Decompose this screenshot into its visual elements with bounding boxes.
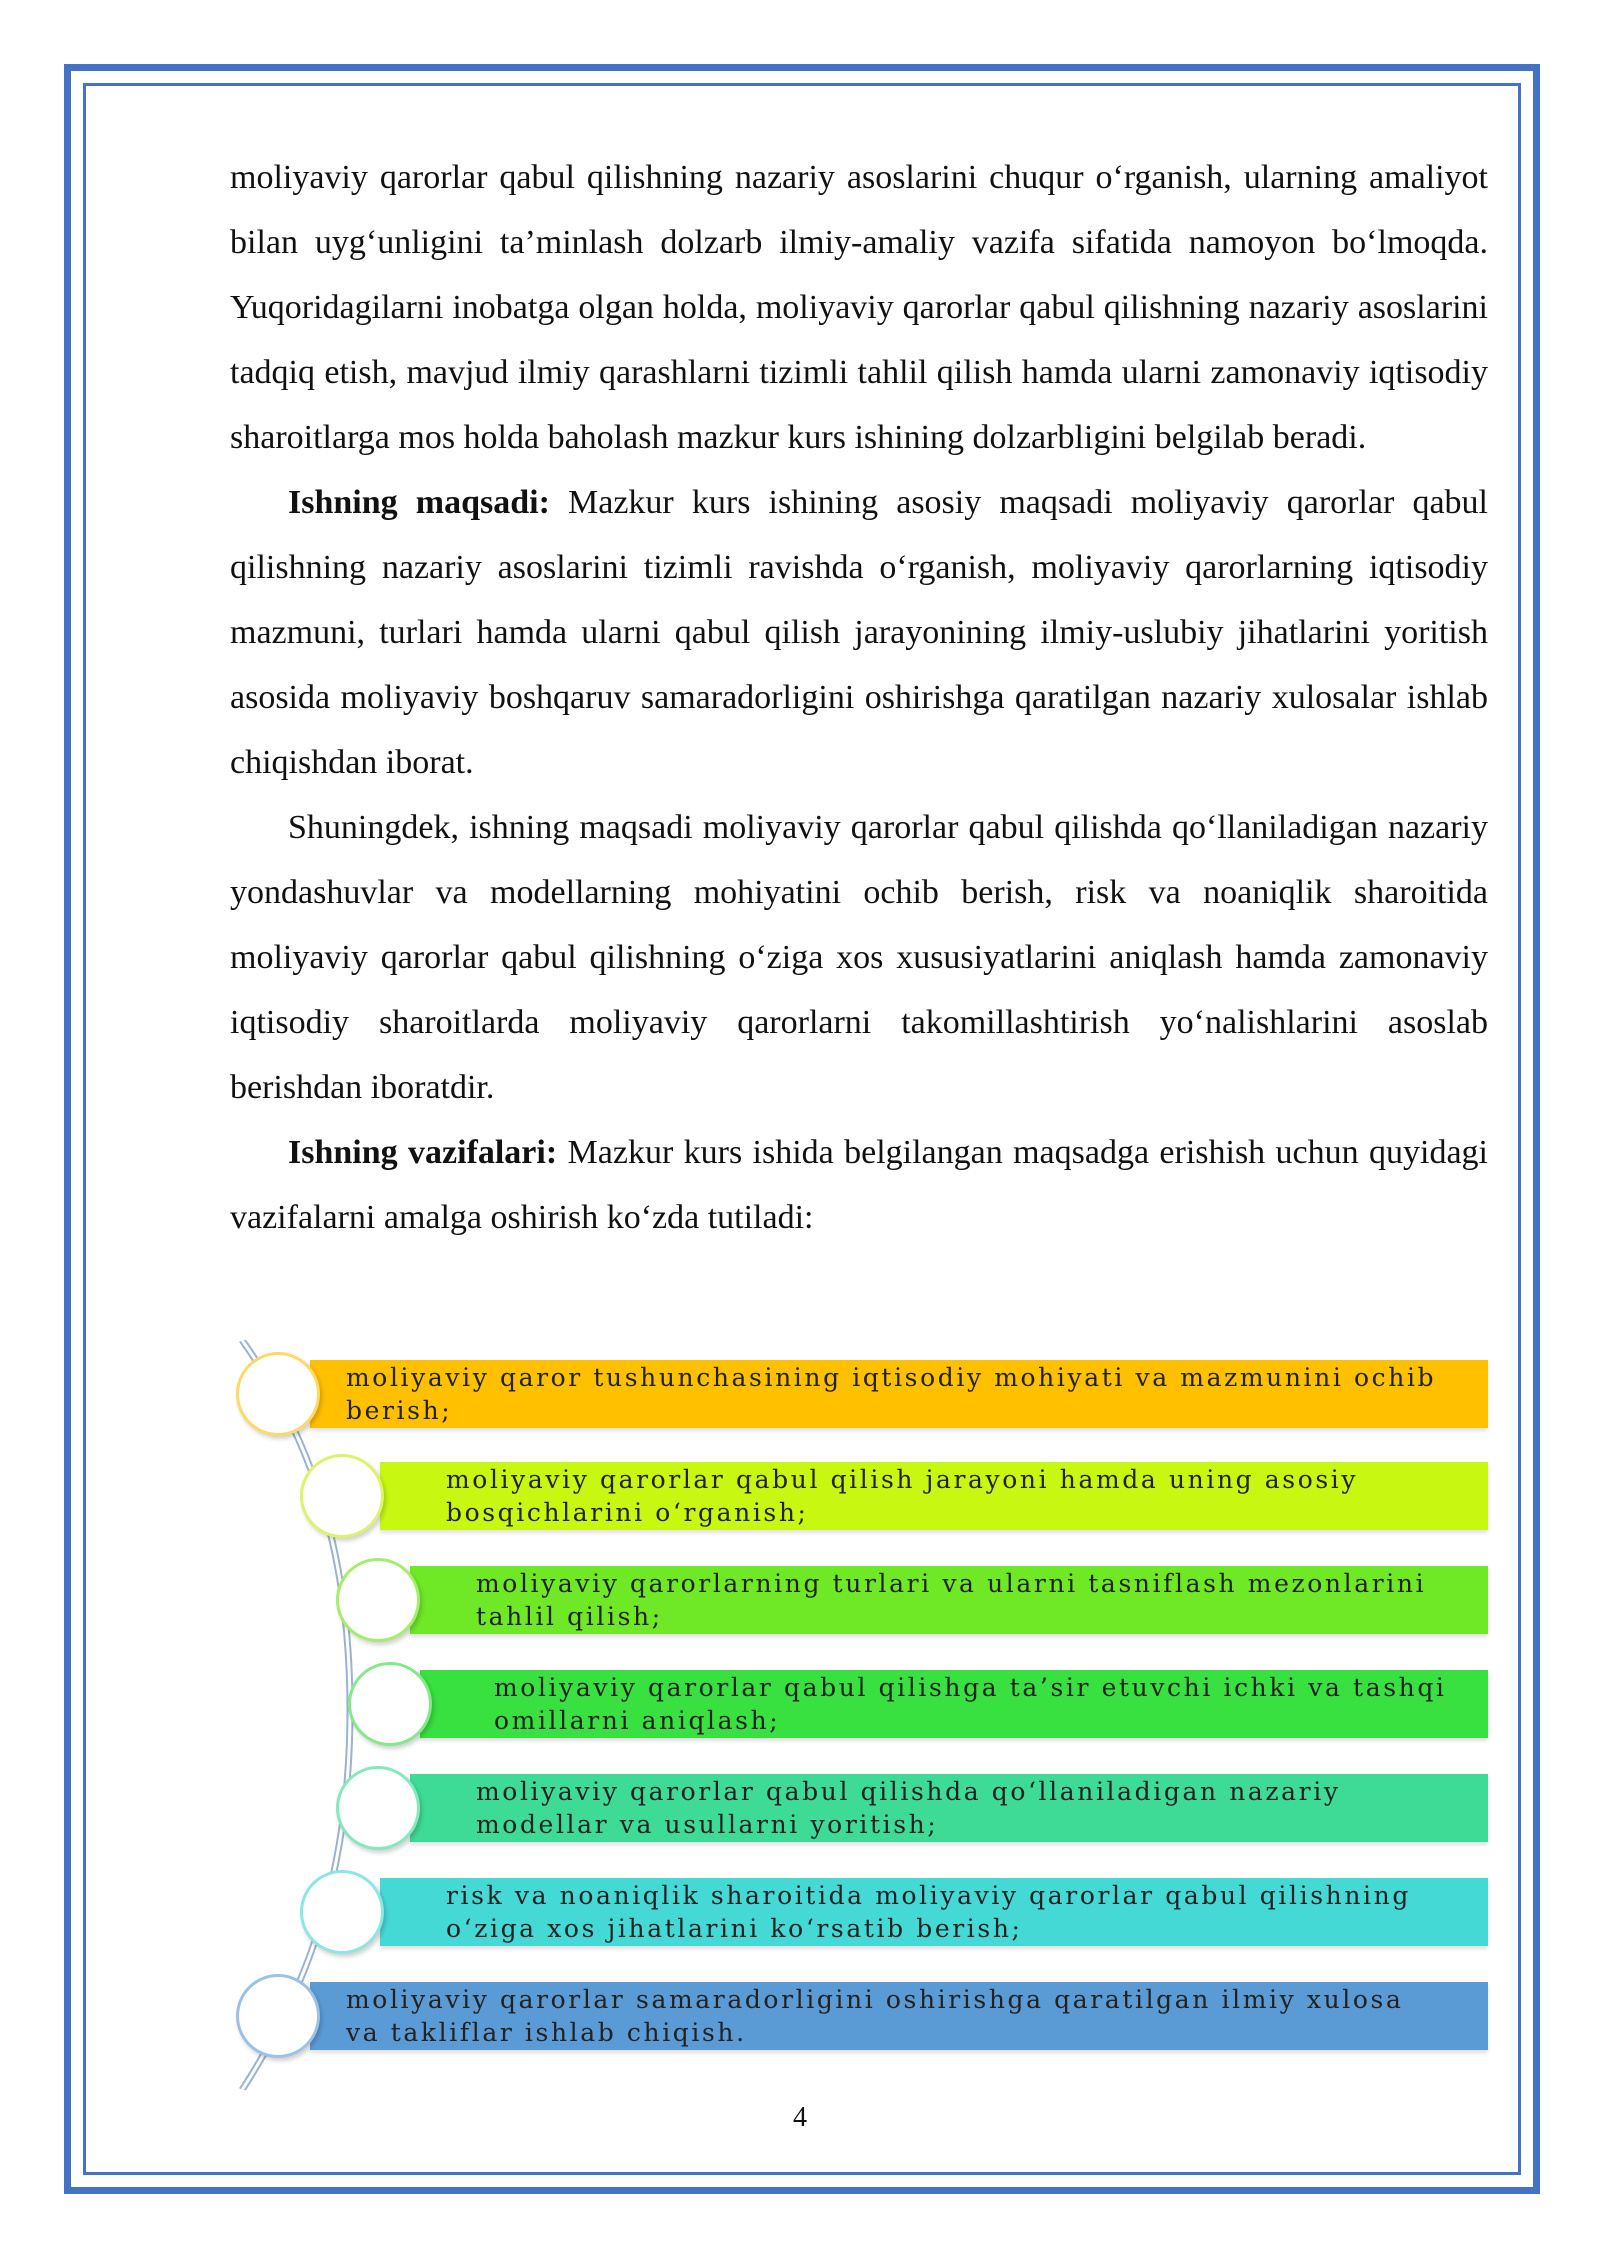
task-bullet-circle xyxy=(300,1454,384,1538)
paragraph-goal xyxy=(230,470,1488,795)
task-item-label: risk va noaniqlik sharoitida moliyaviy qarorlar qabul qilishning o‘ziga xos jihatlarini ko‘rsatib berish; xyxy=(446,1881,1411,1943)
task-bullet-circle xyxy=(236,1352,320,1436)
task-item xyxy=(310,1360,1488,1428)
tasks-intro-text: Mazkur kurs ishida belgilangan maqsadga erishish uchun quyidagi vazifalarni amalga oshirish ko‘zda tutiladi: xyxy=(230,1134,1488,1236)
goal-text: Mazkur kurs ishining asosiy maqsadi moliyaviy qarorlar qabul qilishning nazariy asoslarini tizimli ravishda o‘rganish, moliyaviy qarorlarning iqtisodiy mazmuni, turlari hamda ularni qabul qilish jarayonining ilmiy-uslubiy jihatlarini yoritish asosida moliyaviy boshqaruv samaradorligini oshirishga qaratilgan nazariy xulosalar ishlab chiqishdan iborat. xyxy=(230,484,1488,781)
task-item-label: moliyaviy qarorlar qabul qilishda qo‘llaniladigan nazariy modellar va usullarni yoritish; xyxy=(476,1777,1341,1839)
task-item-label: moliyaviy qarorlar qabul qilish jarayoni hamda uning asosiy bosqichlarini o‘rganish; xyxy=(446,1465,1359,1527)
goal-heading: Ishning maqsadi: xyxy=(288,484,550,521)
task-bullet-circle xyxy=(236,1974,320,2058)
task-item xyxy=(420,1670,1488,1738)
task-bullet-circle xyxy=(336,1766,420,1850)
task-item xyxy=(310,1982,1488,2050)
task-bullet-circle xyxy=(348,1662,432,1746)
task-bullet-circle xyxy=(336,1558,420,1642)
task-item-label: moliyaviy qarorlarning turlari va ularni tasniflash mezonlarini tahlil qilish; xyxy=(476,1569,1427,1631)
task-item xyxy=(410,1774,1488,1842)
task-item xyxy=(380,1878,1488,1946)
tasks-diagram xyxy=(230,1340,1500,2090)
body-text xyxy=(230,145,1488,1250)
task-item-label: moliyaviy qarorlar samaradorligini oshirishga qaratilgan ilmiy xulosa va takliflar ishlab chiqish. xyxy=(346,1985,1404,2047)
page-number: 4 xyxy=(793,2102,807,2133)
paragraph-goal-extended: Shuningdek, ishning maqsadi moliyaviy qarorlar qabul qilishda qo‘llaniladigan nazariy yondashuvlar va modellarning mohiyatini ochib berish, risk va noaniqlik sharoitida moliyaviy qarorlar qabul qilishning o‘ziga xos xususiyatlarini aniqlash hamda zamonaviy iqtisodiy sharoitlarda moliyaviy qarorlarni takomillashtirish yo‘nalishlarini asoslab berishdan iboratdir. xyxy=(230,809,1488,1106)
task-item-label: moliyaviy qaror tushunchasining iqtisodiy mohiyati va mazmunini ochib berish; xyxy=(346,1363,1437,1425)
task-item xyxy=(410,1566,1488,1634)
task-item xyxy=(380,1462,1488,1530)
tasks-heading: Ishning vazifalari: xyxy=(288,1134,558,1171)
task-item-label: moliyaviy qarorlar qabul qilishga ta’sir etuvchi ichki va tashqi omillarni aniqlash; xyxy=(494,1673,1447,1735)
paragraph-tasks xyxy=(230,1120,1488,1250)
task-bullet-circle xyxy=(300,1870,384,1954)
paragraph-relevance: moliyaviy qarorlar qabul qilishning nazariy asoslarini chuqur o‘rganish, ularning amaliyot bilan uyg‘unligini ta’minlash dolzarb ilmiy-amaliy vazifa sifatida namoyon bo‘lmoqda. Yuqoridagilarni inobatga olgan holda, moliyaviy qarorlar qabul qilishning nazariy asoslarini tadqiq etish, mavjud ilmiy qarashlarni tizimli tahlil qilish hamda ularni zamonaviy iqtisodiy sharoitlarga mos holda baholash mazkur kurs ishining dolzarbligini belgilab beradi. xyxy=(230,159,1488,456)
